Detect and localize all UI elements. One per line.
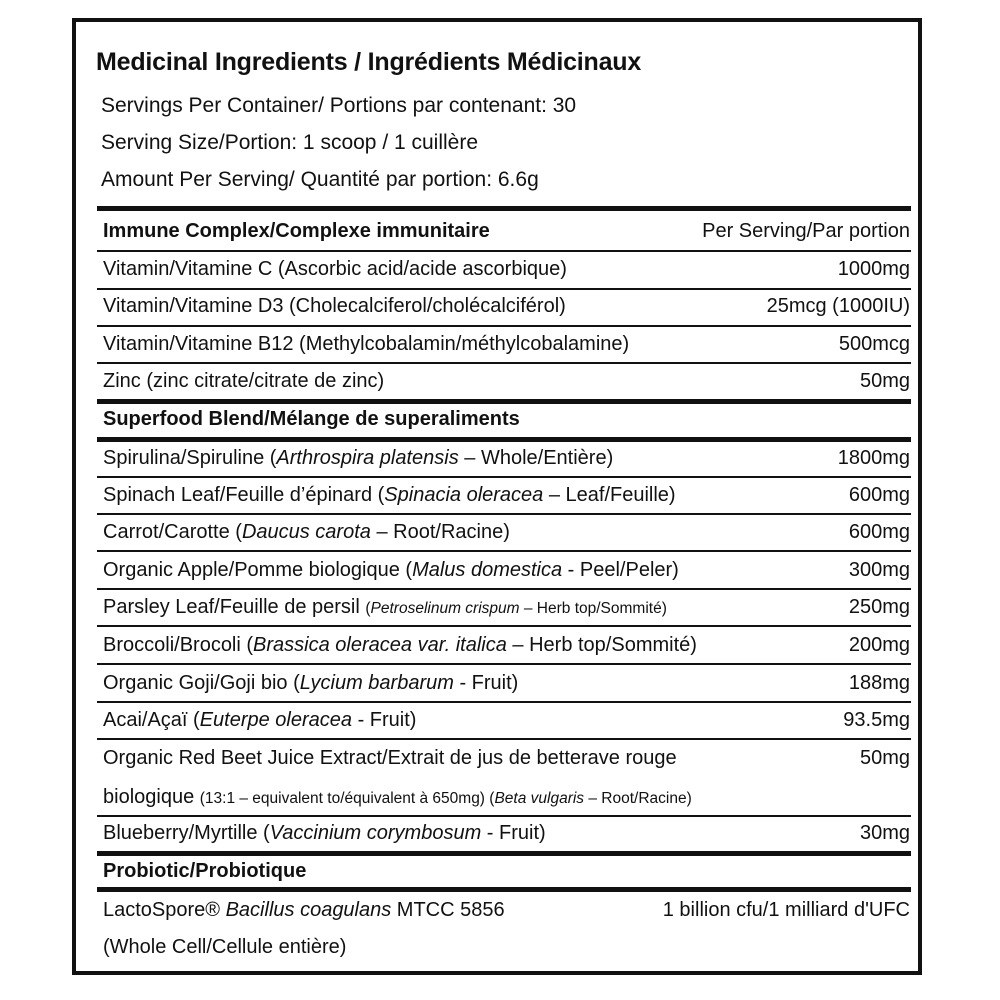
ingredient-row — [103, 709, 910, 732]
extract-ratio: (13:1 – equivalent to/équivalent à 650mg) ( — [199, 790, 495, 807]
common-name: Spirulina/Spiruline ( — [103, 447, 277, 469]
ingredient-row — [103, 899, 910, 922]
common-name-cont: biologique — [103, 786, 200, 808]
ingredient-amount: 50mg — [859, 370, 910, 392]
servings-per-container: Servings Per Container/ Portions par contenant: 30 — [101, 94, 577, 117]
section-title: Superfood Blend/Mélange de superaliments — [103, 408, 520, 430]
latin-name: Bacillus coagulans — [225, 899, 392, 921]
divider — [97, 513, 911, 515]
amount-per-serving: Amount Per Serving/ Quantité par portion: 6.6g — [101, 168, 539, 191]
ingredient-row — [103, 634, 910, 657]
common-name: Carrot/Carotte ( — [103, 521, 242, 543]
divider — [97, 476, 911, 478]
section-title: Probiotic/Probiotique — [103, 860, 307, 882]
section-title: Immune Complex/Complexe immunitaire — [103, 220, 490, 242]
divider-thick — [97, 437, 911, 442]
ingredient-amount: 1000mg — [837, 258, 910, 280]
divider — [97, 588, 911, 590]
plant-part: - Fruit) — [453, 672, 519, 694]
ingredient-row — [103, 333, 910, 356]
per-serving-label: Per Serving/Par portion — [702, 220, 910, 242]
common-name: Acai/Açaï ( — [103, 709, 200, 731]
common-name: Blueberry/Myrtille ( — [103, 822, 270, 844]
ingredient-row — [103, 258, 910, 281]
ingredient-row — [103, 672, 910, 695]
divider — [97, 288, 911, 290]
ingredient-amount: 1 billion cfu/1 milliard d'UFC — [662, 899, 910, 921]
latin-name: Brassica oleracea var. italica — [253, 634, 507, 656]
latin-name: Petroselinum crispum — [370, 600, 520, 617]
common-name: Broccoli/Brocoli ( — [103, 634, 254, 656]
divider — [97, 625, 911, 627]
divider — [97, 815, 911, 817]
ingredient-row — [103, 447, 910, 470]
ingredient-amount: 93.5mg — [843, 709, 910, 731]
ingredient-amount: 50mg — [859, 747, 910, 769]
ingredient-amount: 250mg — [848, 596, 910, 618]
latin-name: Spinacia oleracea — [384, 484, 544, 506]
divider — [97, 325, 911, 327]
ingredient-amount: 200mg — [848, 634, 910, 656]
ingredient-row — [103, 484, 910, 507]
ingredient-amount: 30mg — [859, 822, 910, 844]
common-name: Organic Goji/Goji bio ( — [103, 672, 300, 694]
ingredient-name: Vitamin/Vitamine D3 (Cholecalciferol/cholécalciférol) — [103, 295, 566, 317]
divider-thick — [97, 887, 911, 892]
plant-part: - Fruit) — [352, 709, 417, 731]
probiotic-header — [103, 860, 910, 883]
common-name: Organic Red Beet Juice Extract/Extrait de jus de betterave rouge — [103, 747, 677, 769]
superfood-blend-header — [103, 408, 910, 431]
plant-part: – Root/Racine) — [584, 790, 692, 807]
ingredient-row-beet — [103, 747, 910, 770]
common-name: Spinach Leaf/Feuille d’épinard ( — [103, 484, 385, 506]
plant-part: – Leaf/Feuille) — [543, 484, 676, 506]
ingredient-row — [103, 596, 910, 619]
latin-name: Beta vulgaris — [494, 790, 585, 807]
ingredient-row-beet-line2 — [103, 786, 692, 809]
divider — [97, 250, 911, 252]
serving-size: Serving Size/Portion: 1 scoop / 1 cuillère — [101, 131, 479, 154]
latin-name: Euterpe oleracea — [199, 709, 353, 731]
plant-part: - Peel/Peler) — [562, 559, 679, 581]
ingredient-row — [103, 521, 910, 544]
latin-name: Daucus carota — [241, 521, 371, 543]
plant-part: – Herb top/Sommité) — [519, 600, 667, 617]
panel-title: Medicinal Ingredients / Ingrédients Médicinaux — [96, 48, 642, 76]
divider-thick — [97, 399, 911, 404]
plant-part: – Whole/Entière) — [458, 447, 614, 469]
ingredient-amount: 600mg — [848, 521, 910, 543]
common-name: Organic Apple/Pomme biologique ( — [103, 559, 413, 581]
divider-thick — [97, 851, 911, 856]
latin-name: Lycium barbarum — [299, 672, 454, 694]
divider — [97, 701, 911, 703]
plant-part: – Herb top/Sommité) — [506, 634, 697, 656]
brand-name: LactoSpore® — [103, 899, 226, 921]
divider — [97, 738, 911, 740]
ingredient-row — [103, 370, 910, 393]
ingredient-amount: 300mg — [848, 559, 910, 581]
ingredient-name: Zinc (zinc citrate/citrate de zinc) — [103, 370, 385, 392]
latin-name: Vaccinium corymbosum — [269, 822, 482, 844]
common-name: Parsley Leaf/Feuille de persil — [103, 596, 366, 618]
ingredient-amount: 600mg — [848, 484, 910, 506]
ingredient-name: Vitamin/Vitamine C (Ascorbic acid/acide ascorbique) — [103, 258, 567, 280]
latin-name: Arthrospira platensis — [276, 447, 459, 469]
plant-part: - Fruit) — [481, 822, 546, 844]
ingredient-row — [103, 559, 910, 582]
divider — [97, 550, 911, 552]
divider-thick — [97, 206, 911, 211]
divider — [97, 362, 911, 364]
ingredient-amount: 1800mg — [837, 447, 910, 469]
immune-complex-header — [103, 220, 910, 243]
ingredient-name: Vitamin/Vitamine B12 (Methylcobalamin/méthylcobalamine) — [103, 333, 630, 355]
paren-open: ( — [365, 600, 371, 617]
ingredient-row — [103, 822, 910, 845]
ingredient-amount: 500mcg — [838, 333, 910, 355]
latin-name: Malus domestica — [412, 559, 563, 581]
probiotic-note: (Whole Cell/Cellule entière) — [103, 936, 347, 958]
ingredient-amount: 25mcg (1000IU) — [766, 295, 910, 317]
divider — [97, 663, 911, 665]
ingredient-row — [103, 295, 910, 318]
ingredient-amount: 188mg — [848, 672, 910, 694]
plant-part: – Root/Racine) — [370, 521, 510, 543]
strain: MTCC 5856 — [391, 899, 505, 921]
